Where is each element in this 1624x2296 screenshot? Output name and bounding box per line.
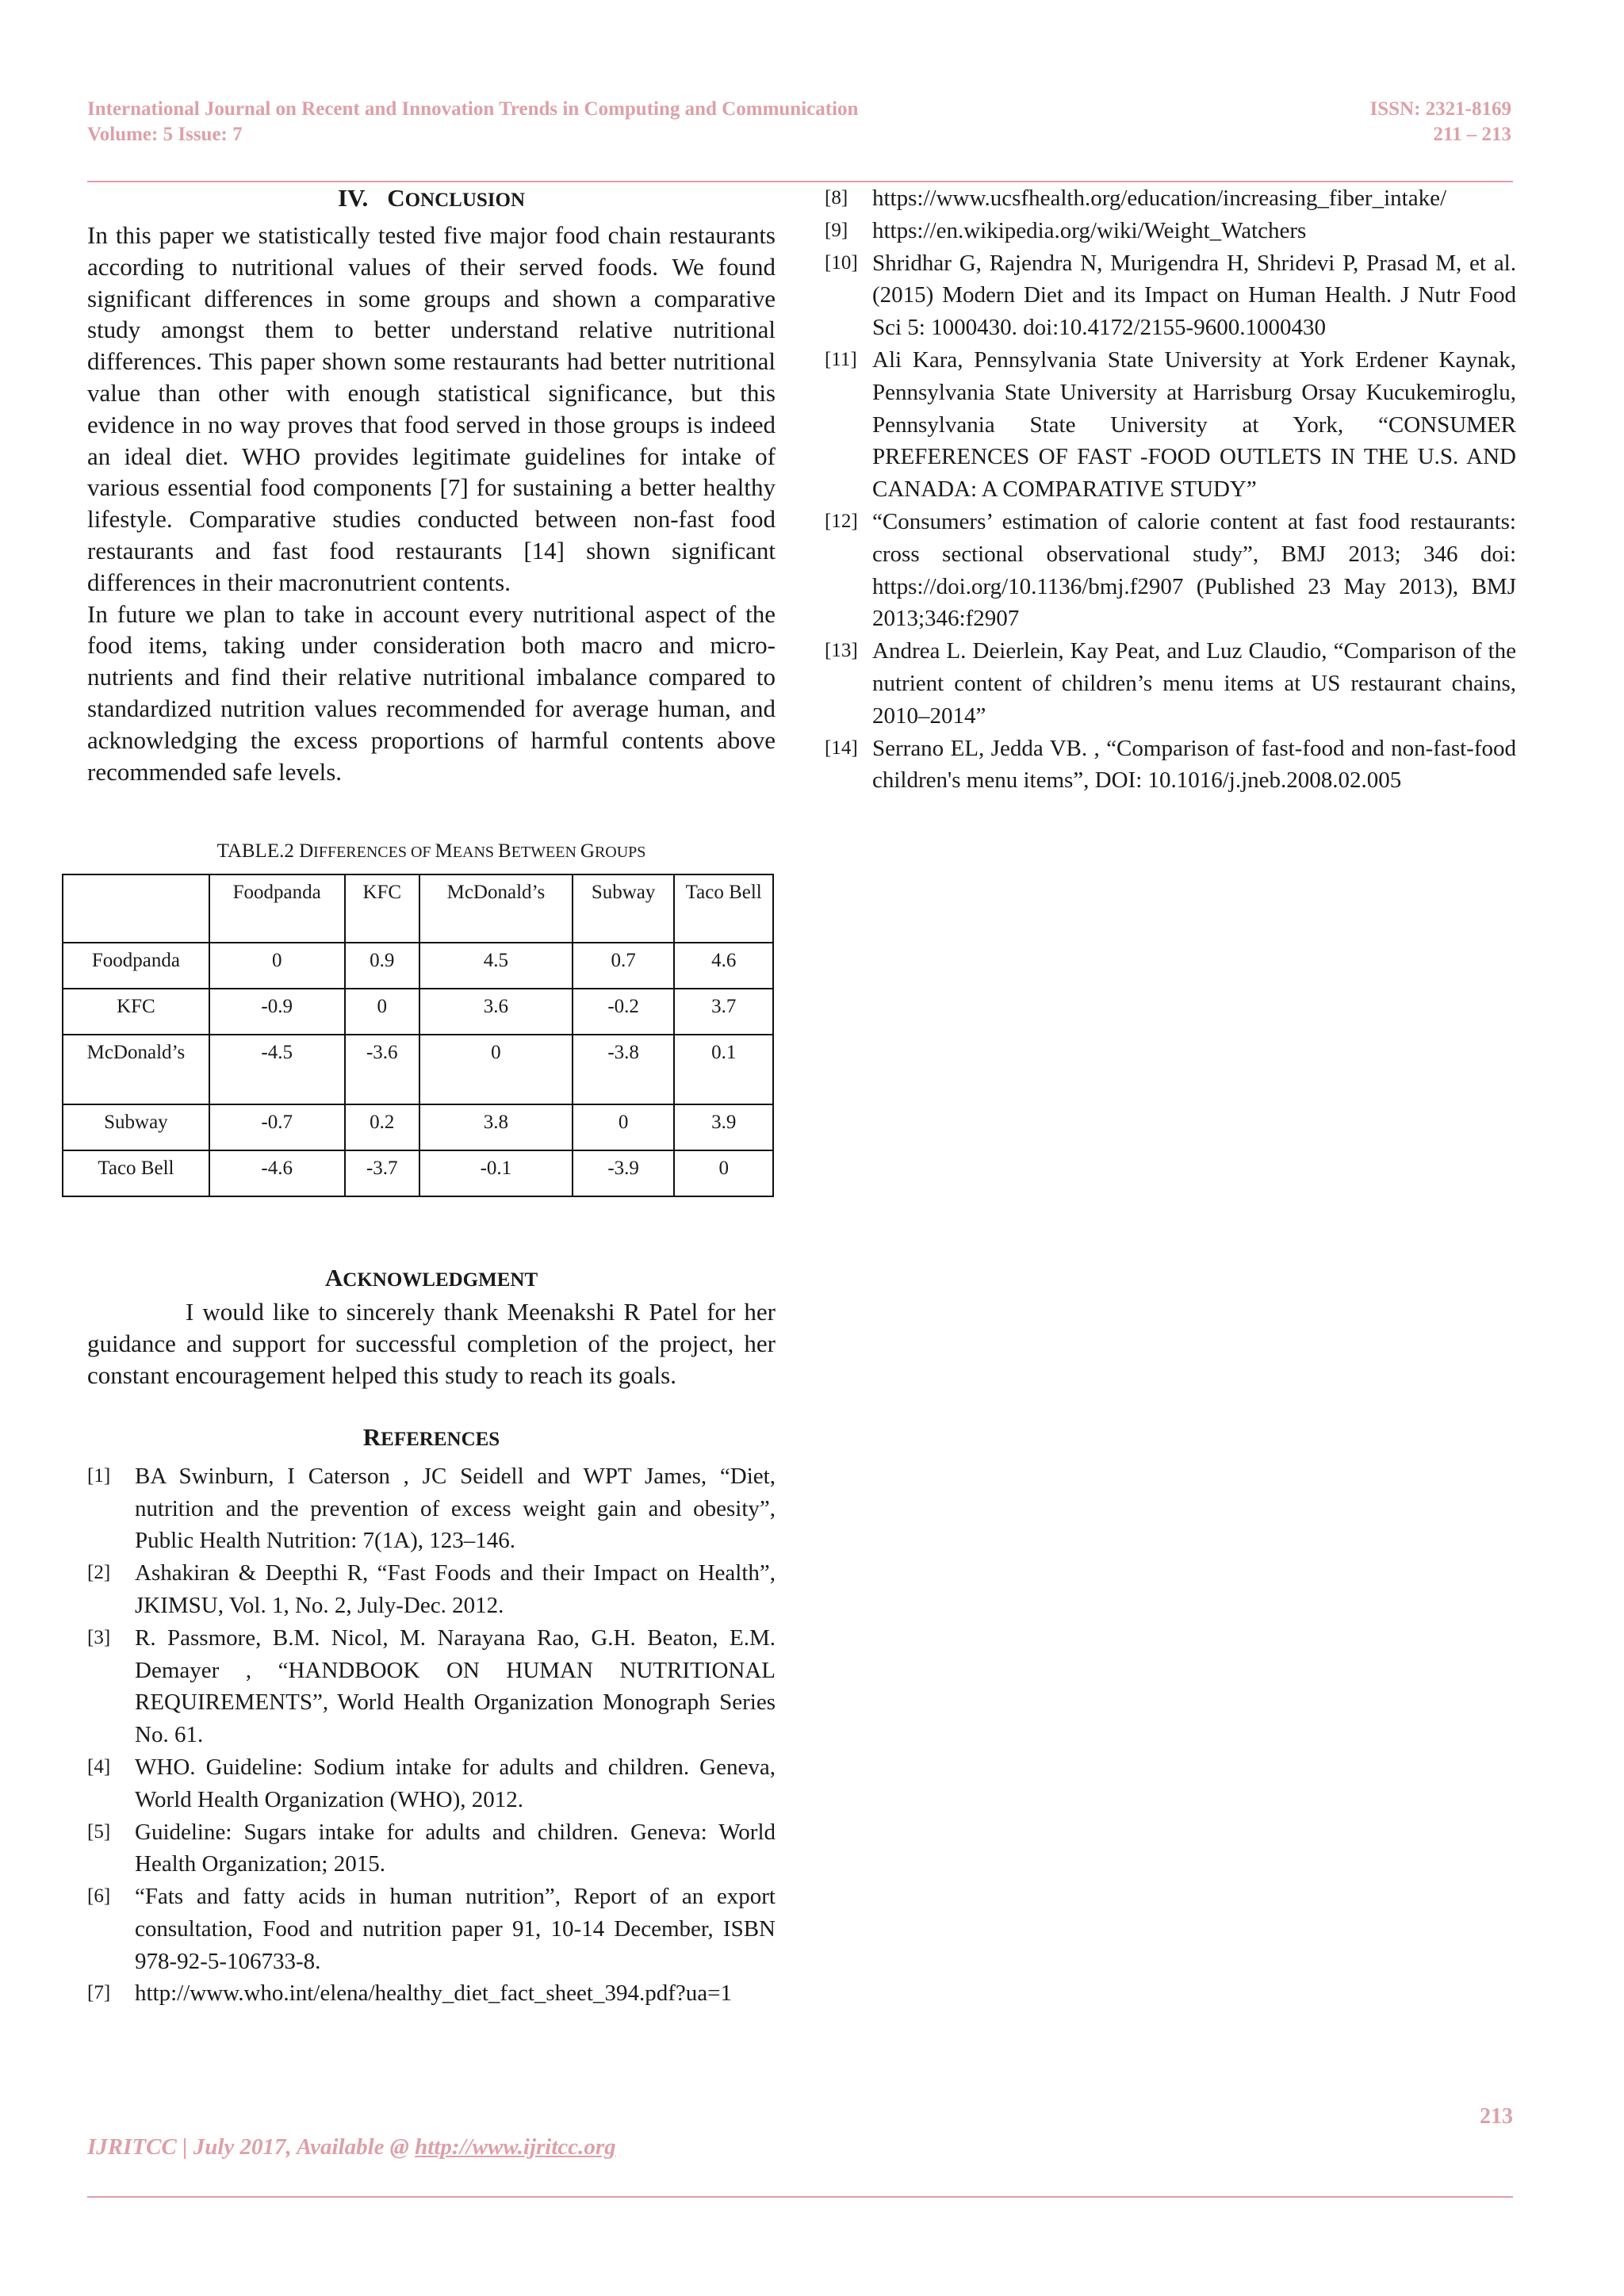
table-cell: 0 (419, 1035, 573, 1104)
table-cell: 0 (209, 943, 345, 989)
reference-item: [8] https://www.ucsfhealth.org/education/increasing_fiber_intake/ (825, 186, 1446, 211)
reference-item: [13] Andrea L. Deierlein, Kay Peat, and Luz Claudio, “Comparison of the nutrient content of children’s menu items at US restaurant chains, 2010–2014” (825, 638, 1516, 729)
table-cell: -0.1 (419, 1150, 573, 1196)
table-cell: -3.7 (345, 1150, 419, 1196)
table-row (63, 1104, 773, 1150)
table-header-cell: KFC (345, 874, 419, 943)
table-header-cell: Subway (573, 874, 675, 943)
footer-rule (87, 2196, 1513, 2198)
reference-item: [14] Serrano EL, Jedda VB. , “Comparison of fast-food and non-fast-food children's menu items”, DOI: 10.1016/j.jneb.2008.02.005 (825, 735, 1516, 794)
reference-item: [7] http://www.who.int/elena/healthy_diet_fact_sheet_394.pdf?ua=1 (87, 1980, 732, 2007)
table-cell: -0.7 (209, 1104, 345, 1150)
table-cell: 0 (674, 1150, 773, 1196)
conclusion-heading: IV. CONCLUSION (337, 184, 526, 212)
table-row-label: Taco Bell (63, 1150, 209, 1196)
journal-pages: 211 – 213 (1433, 124, 1511, 145)
table-header-cell (63, 874, 209, 943)
footer-prefix: IJRITCC | July 2017, Available @ (87, 2134, 416, 2160)
table-header-row (63, 874, 773, 943)
table-cell: -0.2 (573, 989, 675, 1035)
table-row-label: Subway (63, 1104, 209, 1150)
footer-link[interactable]: http://www.ijritcc.org (415, 2134, 616, 2160)
table-header-cell: McDonald’s (419, 874, 573, 943)
reference-item: [9] https://en.wikipedia.org/wiki/Weight_Watchers (825, 217, 1307, 243)
journal-header (87, 97, 858, 147)
footer-text (87, 2134, 616, 2160)
journal-volume: Volume: 5 Issue: 7 (87, 124, 243, 145)
table-cell: -3.9 (573, 1150, 675, 1196)
table-cell: -3.6 (345, 1035, 419, 1104)
reference-item: [11] Ali Kara, Pennsylvania State University at York Erdener Kaynak, Pennsylvania State University at Harrisburg Orsay Kucukemiroglu, Pennsylvania State University at York, “CONSUMER PREFERENCES OF FAST -FOOD OUTLETS IN THE U.S. AND CANADA: A COMPARATIVE STUDY” (825, 346, 1516, 503)
reference-item: [2] Ashakiran & Deepthi R, “Fast Foods and their Impact on Health”, JKIMSU, Vol. 1, No. 2, July-Dec. 2012. (87, 1560, 776, 1618)
reference-item: [10] Shridhar G, Rajendra N, Murigendra H, Shridevi P, Prasad M, et al. (2015) Modern Diet and its Impact on Human Health. J Nutr Food Sci 5: 1000430. doi:10.4172/2155-9600.1000430 (825, 250, 1516, 341)
journal-title: International Journal on Recent and Innovation Trends in Computing and Communication (87, 98, 859, 120)
page-number: 213 (1480, 2104, 1513, 2129)
conclusion-paragraph-1: In this paper we statistically tested five major food chain restaurants according to nutritional values of their served foods. We found significant differences in some groups and shown a comparative study amongst them to better understand relative nutritional differences. This paper shown some restaurants had better nutritional value than other with enough statistical significance, but this evidence in no way proves that food served in those groups is indeed an ideal diet. WHO provides legitimate guidelines for intake of various essential food components [7] for sustaining a better healthy lifestyle. Comparative studies conducted between non-fast food restaurants and fast food restaurants [14] shown significant differences in their macronutrient contents. (87, 221, 776, 596)
table-cell: 0.7 (573, 943, 675, 989)
table-cell: 0.2 (345, 1104, 419, 1150)
table-header-cell: Taco Bell (674, 874, 773, 943)
acknowledgment-text: I would like to sincerely thank Meenakshi R Patel for her guidance and support for successful completion of the project, her constant encouragement helped this study to reach its goals. (87, 1298, 776, 1389)
table-cell: 3.8 (419, 1104, 573, 1150)
references-heading: REFERENCES (362, 1422, 500, 1451)
table-row-label: Foodpanda (63, 943, 209, 989)
reference-item: [4] WHO. Guideline: Sodium intake for adults and children. Geneva, World Health Organization (WHO), 2012. (87, 1754, 776, 1812)
differences-table (62, 874, 774, 1197)
table-row-label: McDonald’s (63, 1035, 209, 1104)
table-row-label: KFC (63, 989, 209, 1035)
table-cell: 0.9 (345, 943, 419, 989)
table-cell: 3.7 (674, 989, 773, 1035)
table-header-cell: Foodpanda (209, 874, 345, 943)
table-caption: TABLE.2 DIFFERENCES OF MEANS BETWEEN GROUPS (216, 840, 646, 863)
journal-issn-block (1370, 97, 1512, 147)
table-cell: -4.6 (209, 1150, 345, 1196)
table-cell: 3.6 (419, 989, 573, 1035)
table-row (63, 989, 773, 1035)
reference-item: [1] BA Swinburn, I Caterson , JC Seidell and WPT James, “Diet, nutrition and the prevention of excess weight gain and obesity”, Public Health Nutrition: 7(1A), 123–146. (87, 1463, 776, 1554)
reference-item: [5] Guideline: Sugars intake for adults and children. Geneva: World Health Organization; 2015. (87, 1819, 776, 1877)
conclusion-paragraph-2: In future we plan to take in account every nutritional aspect of the food items, taking under consideration both macro and micro-nutrients and find their relative nutritional imbalance compared to standardized nutrition values recommended for average human, and acknowledging the excess proportions of harmful contents above recommended safe levels. (87, 599, 776, 786)
journal-issn: ISSN: 2321-8169 (1369, 98, 1511, 120)
reference-item: [12] “Consumers’ estimation of calorie content at fast food restaurants: cross sectional observational study”, BMJ 2013; 346 doi: https://doi.org/10.1136/bmj.f2907 (Published 23 May 2013), BMJ 2013;346:f2907 (825, 508, 1516, 632)
acknowledgment-heading: ACKNOWLEDGMENT (324, 1264, 538, 1292)
table-row (63, 1150, 773, 1196)
table-cell: 3.9 (674, 1104, 773, 1150)
table-cell: -0.9 (209, 989, 345, 1035)
reference-item: [6] “Fats and fatty acids in human nutrition”, Report of an export consultation, Food and nutrition paper 91, 10-14 December, ISBN 978-92-5-106733-8. (87, 1884, 776, 1974)
table-cell: -4.5 (209, 1035, 345, 1104)
table-cell: 4.5 (419, 943, 573, 989)
left-column (87, 182, 776, 2010)
table-row (63, 1035, 773, 1104)
table-row (63, 943, 773, 989)
table-cell: -3.8 (573, 1035, 675, 1104)
reference-item: [3] R. Passmore, B.M. Nicol, M. Narayana Rao, G.H. Beaton, E.M. Demayer , “HANDBOOK ON HUMAN NUTRITIONAL REQUIREMENTS”, World Health Organization Monograph Series No. 61. (87, 1624, 776, 1748)
table-cell: 0 (345, 989, 419, 1035)
table-cell: 0 (573, 1104, 675, 1150)
right-column (825, 182, 1516, 797)
table-cell: 0.1 (674, 1035, 773, 1104)
table-cell: 4.6 (674, 943, 773, 989)
